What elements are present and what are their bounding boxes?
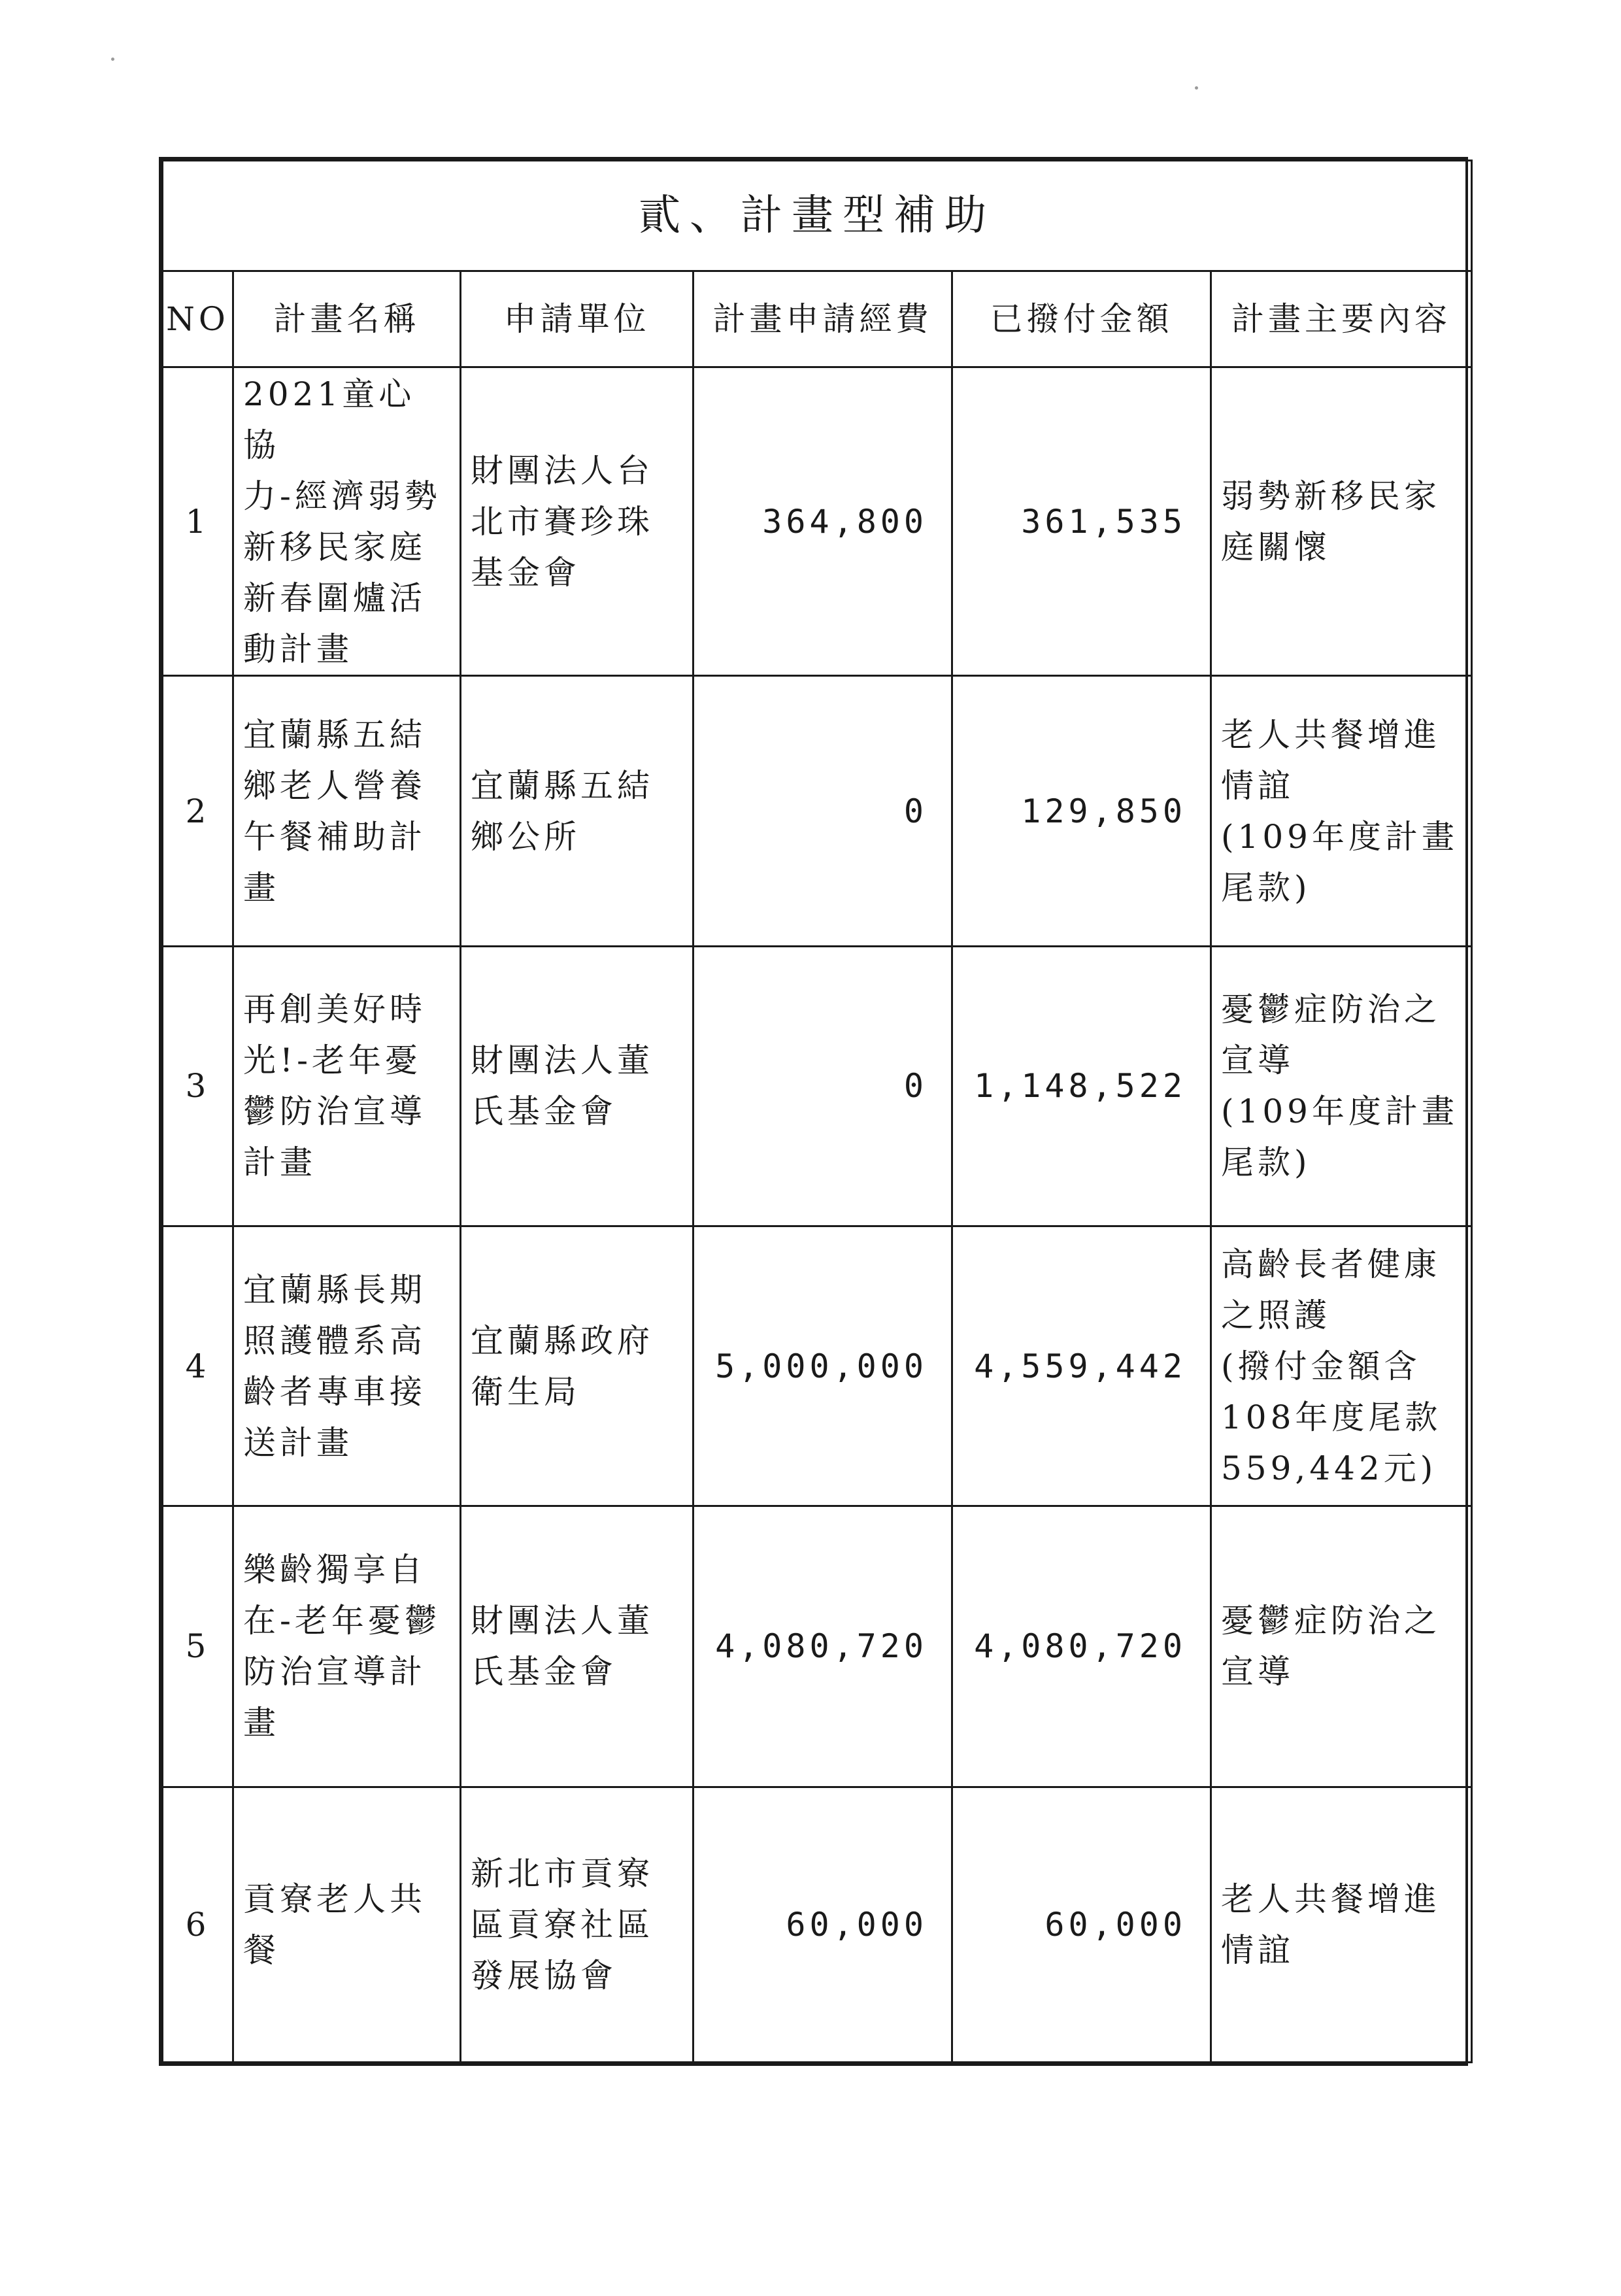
row-paid: 4,559,442 [952, 1226, 1211, 1506]
row-no: 4 [163, 1226, 233, 1506]
row-plan-name: 貢寮老人共 餐 [233, 1787, 461, 2062]
row-no: 1 [163, 367, 233, 675]
row-plan-name: 2021童心協 力-經濟弱勢 新移民家庭 新春圍爐活 動計畫 [233, 367, 461, 675]
row-requested: 60,000 [694, 1787, 952, 2062]
row-content: 高齡長者健康 之照護 (撥付金額含 108年度尾款 559,442元) [1211, 1226, 1472, 1506]
row-requested: 0 [694, 946, 952, 1226]
subsidy-table-frame [159, 157, 1468, 2066]
header-applicant: 申請單位 [461, 271, 694, 367]
table-row [163, 1226, 1472, 1506]
table-row [163, 676, 1472, 946]
row-applicant: 宜蘭縣政府 衛生局 [461, 1226, 694, 1506]
row-paid: 1,148,522 [952, 946, 1211, 1226]
header-paid-amount: 已撥付金額 [952, 271, 1211, 367]
row-no: 5 [163, 1506, 233, 1787]
table-row [163, 946, 1472, 1226]
row-content: 老人共餐增進 情誼 (109年度計畫 尾款) [1211, 676, 1472, 946]
row-no: 3 [163, 946, 233, 1226]
row-content: 憂鬱症防治之 宣導 (109年度計畫 尾款) [1211, 946, 1472, 1226]
row-requested: 0 [694, 676, 952, 946]
header-no: NO [163, 271, 233, 367]
subsidy-table [161, 160, 1473, 2063]
row-content: 老人共餐增進 情誼 [1211, 1787, 1472, 2062]
row-applicant: 財團法人台 北市賽珍珠 基金會 [461, 367, 694, 675]
table-title-row [163, 161, 1472, 271]
row-requested: 4,080,720 [694, 1506, 952, 1787]
row-no: 6 [163, 1787, 233, 2062]
row-content: 憂鬱症防治之 宣導 [1211, 1506, 1472, 1787]
row-paid: 129,850 [952, 676, 1211, 946]
row-requested: 5,000,000 [694, 1226, 952, 1506]
header-requested-budget: 計畫申請經費 [694, 271, 952, 367]
header-plan-name: 計畫名稱 [233, 271, 461, 367]
row-paid: 60,000 [952, 1787, 1211, 2062]
row-paid: 361,535 [952, 367, 1211, 675]
row-plan-name: 樂齡獨享自 在-老年憂鬱 防治宣導計 畫 [233, 1506, 461, 1787]
row-content: 弱勢新移民家 庭關懷 [1211, 367, 1472, 675]
table-row [163, 1506, 1472, 1787]
table-row [163, 1787, 1472, 2062]
row-paid: 4,080,720 [952, 1506, 1211, 1787]
row-applicant: 財團法人董 氏基金會 [461, 1506, 694, 1787]
row-applicant: 財團法人董 氏基金會 [461, 946, 694, 1226]
row-plan-name: 再創美好時 光!-老年憂 鬱防治宣導 計畫 [233, 946, 461, 1226]
row-plan-name: 宜蘭縣長期 照護體系高 齡者專車接 送計畫 [233, 1226, 461, 1506]
table-title: 貳、計畫型補助 [163, 161, 1472, 271]
row-plan-name: 宜蘭縣五結 鄉老人營養 午餐補助計 畫 [233, 676, 461, 946]
scan-speck-left [111, 58, 114, 61]
header-main-content: 計畫主要內容 [1211, 271, 1472, 367]
table-header-row [163, 271, 1472, 367]
scan-speck-right [1195, 86, 1198, 90]
row-applicant: 新北市貢寮 區貢寮社區 發展協會 [461, 1787, 694, 2062]
table-row [163, 367, 1472, 675]
row-no: 2 [163, 676, 233, 946]
row-applicant: 宜蘭縣五結 鄉公所 [461, 676, 694, 946]
row-requested: 364,800 [694, 367, 952, 675]
